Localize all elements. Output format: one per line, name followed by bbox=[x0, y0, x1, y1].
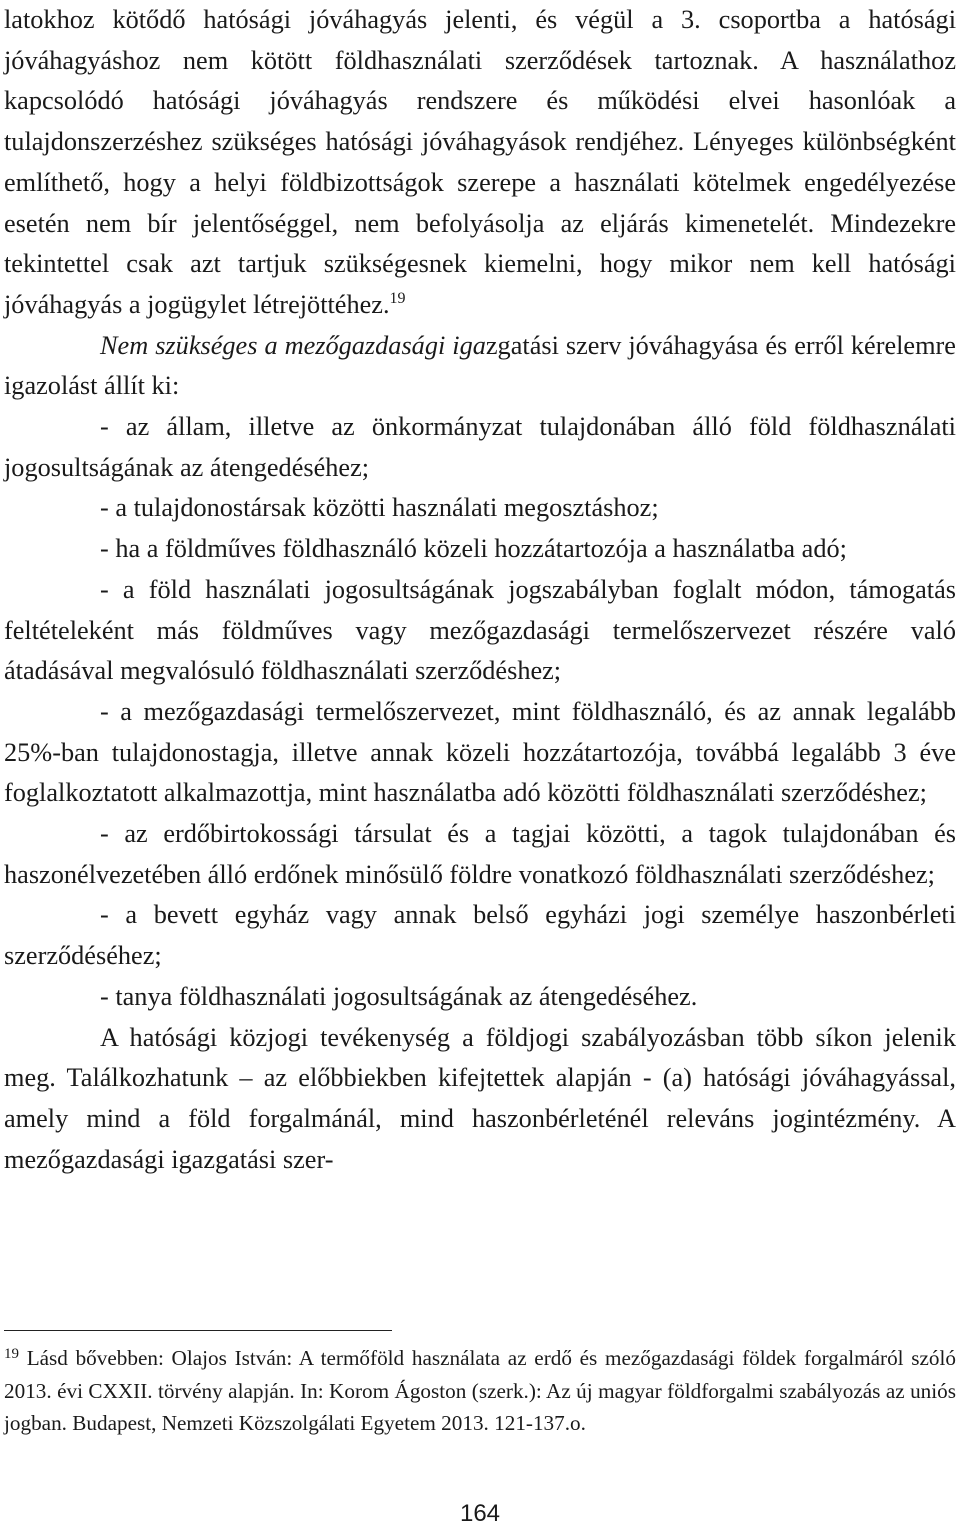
list-item: - a bevett egyház vagy annak belső egyházi jogi személye haszonbérleti szerződéséhez; bbox=[4, 900, 956, 971]
footnote-number: 19 bbox=[4, 1346, 19, 1362]
list-item: - az állam, illetve az önkormányzat tulajdonában álló föld földhasználati jogosultságának az átengedéséhez; bbox=[4, 412, 956, 482]
page-number: 164 bbox=[459, 1500, 501, 1527]
footnote-separator bbox=[4, 1330, 392, 1331]
list-item: - az erdőbirtokossági társulat és a tagjai közötti, a tagok tulajdonában és haszonélvezetében álló erdőnek minősülő földre vonatkozó földhasználati szerződéshez; bbox=[4, 819, 956, 889]
italic-lead: Nem szükséges a mezőgazdasági iga bbox=[100, 330, 486, 360]
body-text bbox=[4, 0, 956, 1180]
list-item: - a tulajdonostársak közötti használati megosztáshoz; bbox=[100, 493, 659, 523]
paragraph-closing: A hatósági közjogi tevékenység a földjogi szabályozásban több síkon jelenik meg. Találkozhatunk – az előbbiekben kifejtettek alapján - (a) hatósági jóváhagyással, amely mind a föld forgalmánál, mind haszonbérleténél releváns jogintézmény. A mezőgazdasági igazgatási szer- bbox=[4, 1022, 956, 1174]
document-page bbox=[4, 0, 956, 1180]
paragraph-list-lead bbox=[4, 326, 956, 407]
list-item: - tanya földhasználati jogosultságának az átengedéséhez. bbox=[100, 981, 698, 1011]
list-lead-rest: zgatási szerv jóváhagyása és erről kérelemre igazolást állít ki: bbox=[4, 330, 956, 401]
list-item: - a föld használati jogosultságának jogszabályban foglalt módon, támogatás feltételeként más földműves vagy mezőgazdasági termelőszervezet részére való átadásával megvalósuló földhasználati szerződéshez; bbox=[4, 574, 956, 686]
footnote-reference[interactable]: 19 bbox=[389, 289, 406, 307]
list-item: - ha a földműves földhasználó közeli hozzátartozója a használatba adó; bbox=[100, 534, 847, 564]
footnote-text: Lásd bővebben: Olajos István: A termőföld használata az erdő és mezőgazdasági földek forgalmáról szóló 2013. évi CXXII. törvény alapján. In: Korom Ágoston (szerk.): Az új magyar földforgalmi szabályozás az uniós jogban. Budapest, Nemzeti Közszolgálati Egyetem 2013. 121-137.o. bbox=[4, 1346, 956, 1435]
paragraph-intro-text: latokhoz kötődő hatósági jóváhagyás jelenti, és végül a 3. csoportba a hatósági jóváhagyáshoz nem kötött földhasználati szerződések tartoznak. A használathoz kapcsolódó hatósági jóváhagyás rendszere és működési elvei hasonlóak a tulajdonszerzéshez szükséges hatósági jóváhagyások rendjéhez. Lényeges különbségként említhető, hogy a helyi földbizottságok szerepe a használati kötelmek engedélyezése esetén nem bír jelentőséggel, nem befolyásolja az eljárás kimenetelét. Mindezekre tekintettel csak azt tartjuk szükségesnek kiemelni, hogy mikor nem kell hatósági jóváhagyás a jogügylet létrejöttéhez. bbox=[4, 5, 956, 319]
paragraph-intro bbox=[4, 0, 956, 326]
footnote bbox=[4, 1342, 956, 1440]
list-item: - a mezőgazdasági termelőszervezet, mint földhasználó, és az annak legalább 25%-ban tulajdonostagja, illetve annak közeli hozzátartozója, továbbá legalább 3 éve foglalkoztatott alkalmazottja, mint használatba adó közötti földhasználati szerződéshez; bbox=[4, 696, 956, 808]
